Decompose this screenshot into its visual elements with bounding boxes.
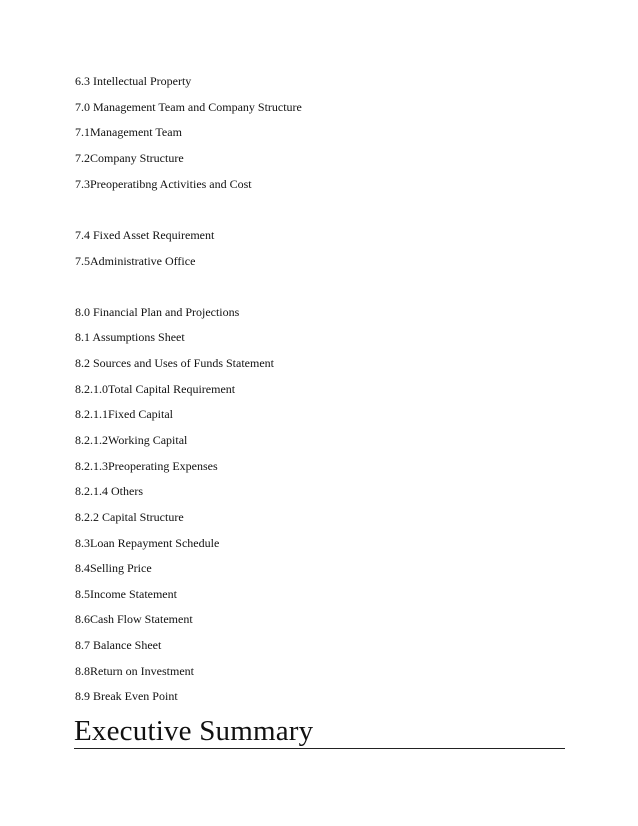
toc-entry-8-9: 8.9 Break Even Point [75,689,178,703]
toc-entry-8-2-1-4: 8.2.1.4 Others [75,484,143,498]
toc-entry-6-3: 6.3 Intellectual Property [75,74,192,88]
toc-entry-8-2-1-3: 8.2.1.3Preoperating Expenses [75,459,218,473]
toc-entry-8-8: 8.8Return on Investment [75,664,194,678]
toc-entry-7-1: 7.1Management Team [75,125,182,139]
section-heading: Executive Summary [74,715,314,747]
toc-entry-8-5: 8.5Income Statement [75,587,177,601]
toc-entry-7-3: 7.3Preoperatibng Activities and Cost [75,177,252,191]
toc-entry-8-4: 8.4Selling Price [75,561,152,575]
toc-entry-8-1: 8.1 Assumptions Sheet [75,330,185,344]
toc-entry-8-2-1-1: 8.2.1.1Fixed Capital [75,407,173,421]
section-heading-container [74,714,565,749]
toc-entry-7-2: 7.2Company Structure [75,151,184,165]
toc-entry-8-2-2: 8.2.2 Capital Structure [75,510,184,524]
toc-entry-8-0: 8.0 Financial Plan and Projections [75,305,240,319]
toc-entry-7-0: 7.0 Management Team and Company Structure [75,100,302,114]
toc-entry-8-3: 8.3Loan Repayment Schedule [75,536,220,550]
toc-entry-8-2-1-2: 8.2.1.2Working Capital [75,433,188,447]
toc-entry-7-4: 7.4 Fixed Asset Requirement [75,228,215,242]
toc-entry-7-5: 7.5Administrative Office [75,254,196,268]
toc-entry-8-2-1-0: 8.2.1.0Total Capital Requirement [75,382,236,396]
toc-entry-8-7: 8.7 Balance Sheet [75,638,162,652]
toc-entry-8-6: 8.6Cash Flow Statement [75,612,193,626]
toc-entry-8-2: 8.2 Sources and Uses of Funds Statement [75,356,274,370]
